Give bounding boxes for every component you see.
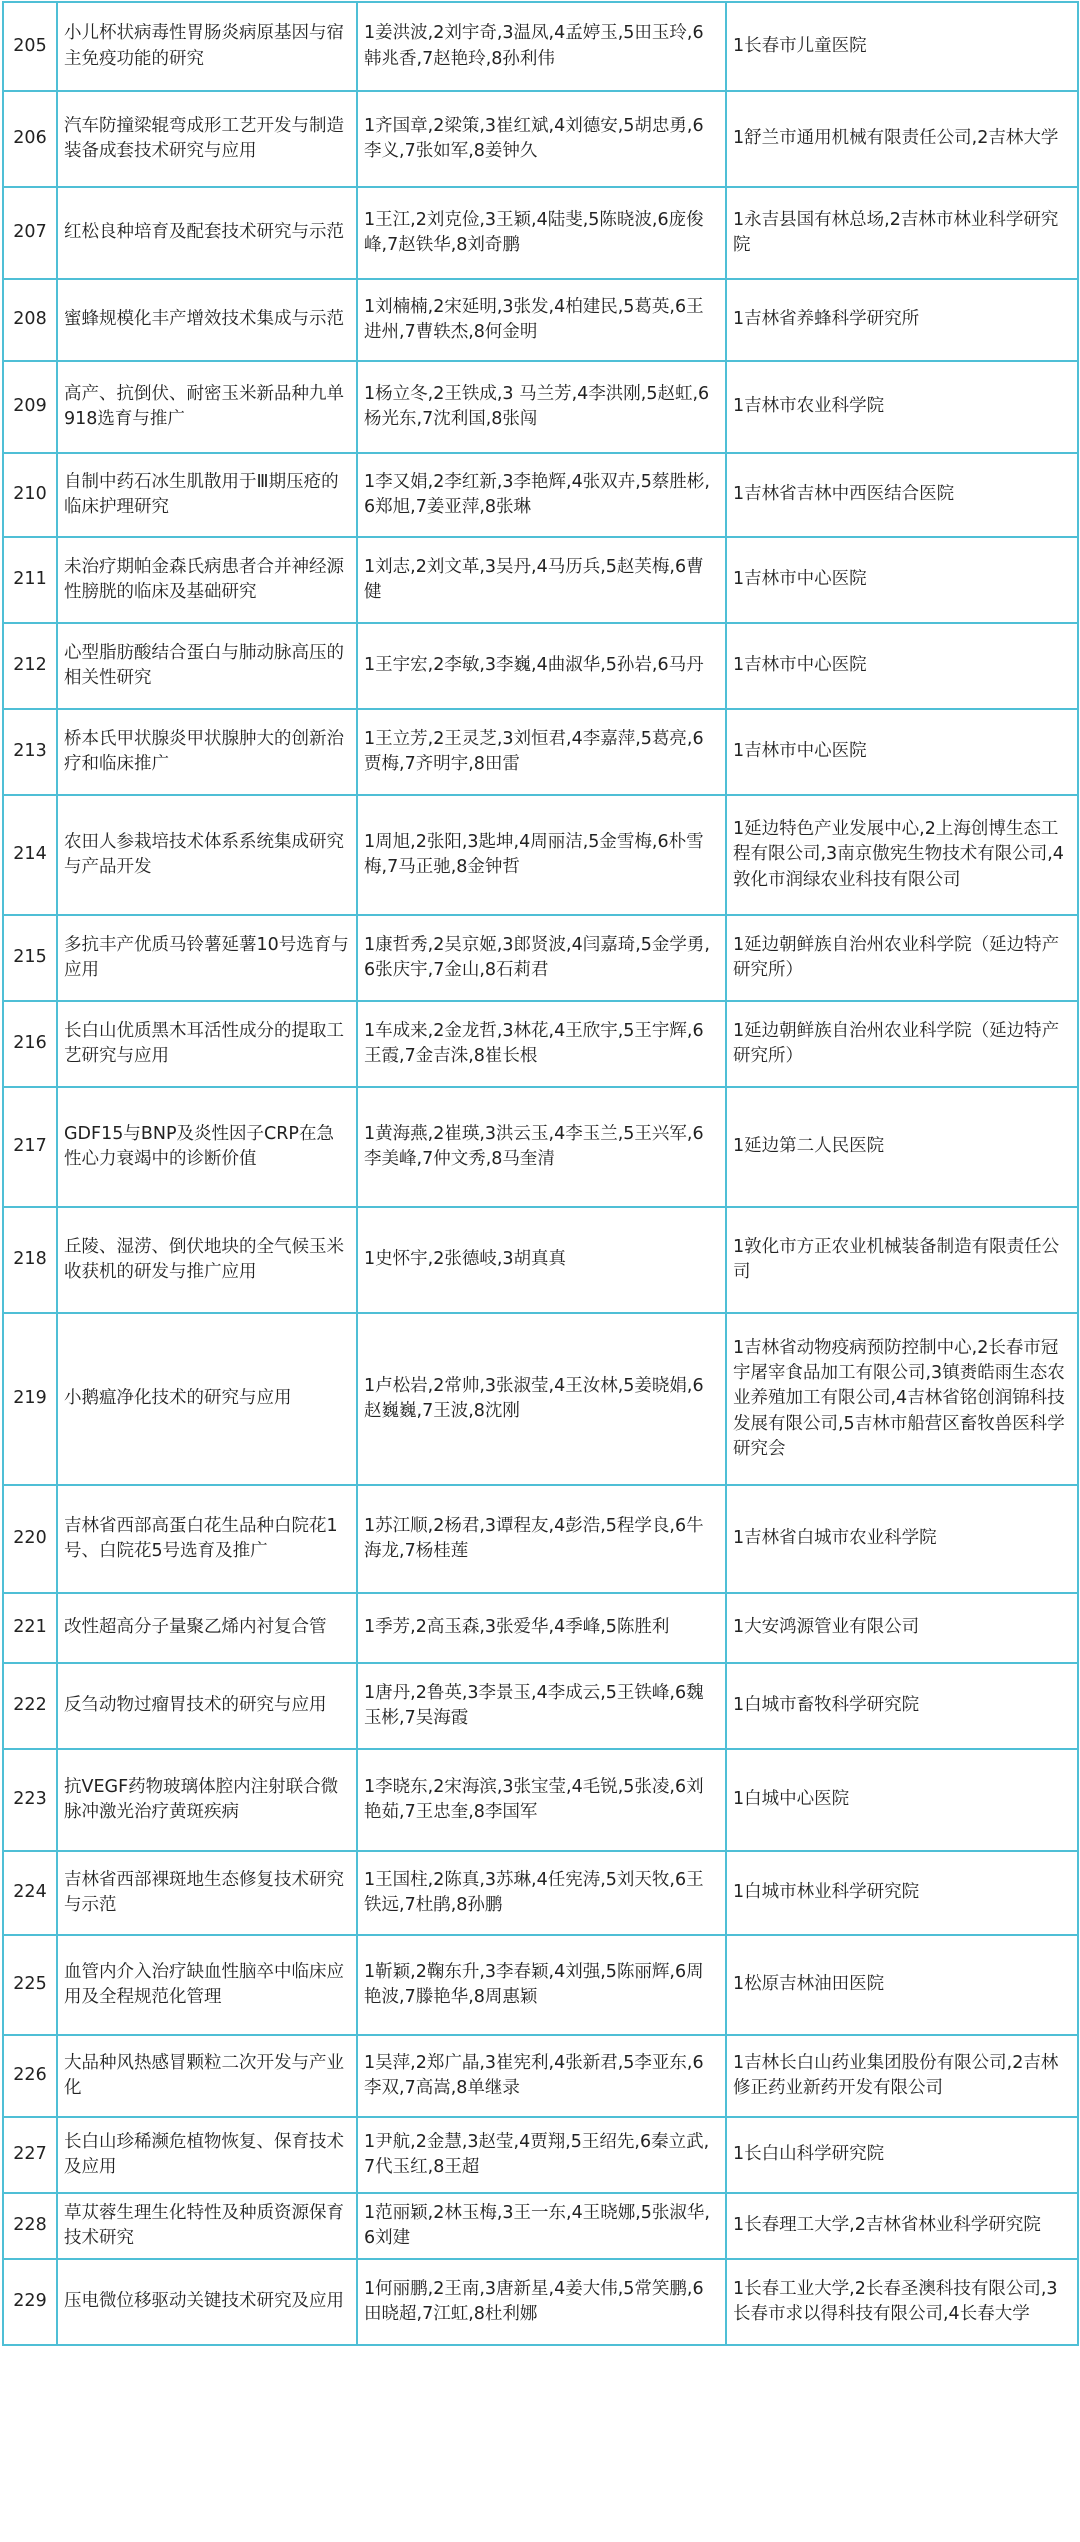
organizations: 1延边第二人民医院 [726,1087,1078,1207]
row-number: 224 [3,1851,57,1935]
project-title: 长白山珍稀濒危植物恢复、保育技术及应用 [57,2117,357,2193]
table-row [3,1593,1078,1663]
row-number: 213 [3,709,57,795]
contributors: 1尹航,2金慧,3赵莹,4贾翔,5王绍先,6秦立武,7代玉红,8王超 [357,2117,726,2193]
row-number: 205 [3,2,57,91]
row-number: 225 [3,1935,57,2035]
contributors: 1姜洪波,2刘宇奇,3温凤,4孟婷玉,5田玉玲,6韩兆香,7赵艳玲,8孙利伟 [357,2,726,91]
table-row [3,1851,1078,1935]
contributors: 1王国柱,2陈真,3苏琳,4任宪涛,5刘天牧,6王铁远,7杜鹃,8孙鹏 [357,1851,726,1935]
organizations: 1吉林市中心医院 [726,623,1078,709]
organizations: 1白城市畜牧科学研究院 [726,1663,1078,1749]
project-title: 小儿杯状病毒性胃肠炎病原基因与宿主免疫功能的研究 [57,2,357,91]
contributors: 1黄海燕,2崔瑛,3洪云玉,4李玉兰,5王兴军,6李美峰,7仲文秀,8马奎清 [357,1087,726,1207]
row-number: 220 [3,1485,57,1593]
contributors: 1史怀宇,2张德岐,3胡真真 [357,1207,726,1313]
table-row [3,1663,1078,1749]
row-number: 211 [3,537,57,623]
project-title: 多抗丰产优质马铃薯延薯10号选育与应用 [57,915,357,1001]
organizations: 1吉林省白城市农业科学院 [726,1485,1078,1593]
table-row [3,623,1078,709]
organizations: 1白城中心医院 [726,1749,1078,1851]
awards-table [2,1,1079,2346]
organizations: 1吉林市中心医院 [726,537,1078,623]
contributors: 1康哲秀,2吴京姬,3郎贤波,4闫嘉琦,5金学勇,6张庆宇,7金山,8石莉君 [357,915,726,1001]
organizations: 1松原吉林油田医院 [726,1935,1078,2035]
contributors: 1王江,2刘克俭,3王颖,4陆斐,5陈晓波,6庞俊峰,7赵铁华,8刘奇鹏 [357,187,726,279]
table-row [3,1087,1078,1207]
project-title: 大品种风热感冒颗粒二次开发与产业化 [57,2035,357,2117]
project-title: 草苁蓉生理生化特性及种质资源保育技术研究 [57,2193,357,2259]
project-title: 血管内介入治疗缺血性脑卒中临床应用及全程规范化管理 [57,1935,357,2035]
contributors: 1唐丹,2鲁英,3李景玉,4李成云,5王铁峰,6魏玉彬,7吴海霞 [357,1663,726,1749]
table-row [3,915,1078,1001]
project-title: 丘陵、湿涝、倒伏地块的全气候玉米收获机的研发与推广应用 [57,1207,357,1313]
contributors: 1何丽鹏,2王南,3唐新星,4姜大伟,5常笑鹏,6田晓超,7江虹,8杜利娜 [357,2259,726,2345]
organizations: 1吉林省动物疫病预防控制中心,2长春市冠宇屠宰食品加工有限公司,3镇赉皓雨生态农业养殖加工有限公司,4吉林省铭创润锦科技发展有限公司,5吉林市船营区畜牧兽医科学研究会 [726,1313,1078,1485]
contributors: 1卢松岩,2常帅,3张淑莹,4王汝林,5姜晓娟,6赵巍巍,7王波,8沈刚 [357,1313,726,1485]
contributors: 1范丽颖,2林玉梅,3王一东,4王晓娜,5张淑华,6刘建 [357,2193,726,2259]
contributors: 1靳颖,2鞠东升,3李春颖,4刘强,5陈丽辉,6周艳波,7滕艳华,8周惠颖 [357,1935,726,2035]
organizations: 1吉林长白山药业集团股份有限公司,2吉林修正药业新药开发有限公司 [726,2035,1078,2117]
contributors: 1苏江顺,2杨君,3谭程友,4彭浩,5程学良,6牛海龙,7杨桂莲 [357,1485,726,1593]
table-row [3,709,1078,795]
table-row [3,2193,1078,2259]
row-number: 216 [3,1001,57,1087]
contributors: 1刘楠楠,2宋延明,3张发,4柏建民,5葛英,6王进州,7曹轶杰,8何金明 [357,279,726,361]
table-row [3,2117,1078,2193]
row-number: 206 [3,91,57,187]
organizations: 1延边特色产业发展中心,2上海创博生态工程有限公司,3南京傲宪生物技术有限公司,4敦化市润绿农业科技有限公司 [726,795,1078,915]
contributors: 1季芳,2高玉森,3张爱华,4季峰,5陈胜利 [357,1593,726,1663]
project-title: 红松良种培育及配套技术研究与示范 [57,187,357,279]
project-title: 长白山优质黑木耳活性成分的提取工艺研究与应用 [57,1001,357,1087]
project-title: 吉林省西部高蛋白花生品种白院花1号、白院花5号选育及推广 [57,1485,357,1593]
organizations: 1吉林市中心医院 [726,709,1078,795]
organizations: 1长白山科学研究院 [726,2117,1078,2193]
organizations: 1长春理工大学,2吉林省林业科学研究院 [726,2193,1078,2259]
project-title: 汽车防撞梁辊弯成形工艺开发与制造装备成套技术研究与应用 [57,91,357,187]
organizations: 1延边朝鲜族自治州农业科学院（延边特产研究所） [726,915,1078,1001]
table-row [3,795,1078,915]
table-row [3,279,1078,361]
project-title: 未治疗期帕金森氏病患者合并神经源性膀胱的临床及基础研究 [57,537,357,623]
table-row [3,91,1078,187]
table-row [3,361,1078,453]
organizations: 1吉林省养蜂科学研究所 [726,279,1078,361]
contributors: 1杨立冬,2王铁成,3 马兰芳,4李洪刚,5赵虹,6杨光东,7沈利国,8张闯 [357,361,726,453]
organizations: 1长春市儿童医院 [726,2,1078,91]
project-title: 改性超高分子量聚乙烯内衬复合管 [57,1593,357,1663]
contributors: 1刘志,2刘文革,3吴丹,4马历兵,5赵芙梅,6曹健 [357,537,726,623]
contributors: 1吴萍,2郑广晶,3崔宪利,4张新君,5李亚东,6李双,7高嵩,8单继录 [357,2035,726,2117]
project-title: 桥本氏甲状腺炎甲状腺肿大的创新治疗和临床推广 [57,709,357,795]
awards-table-body [3,2,1078,2345]
table-row [3,1485,1078,1593]
project-title: 抗VEGF药物玻璃体腔内注射联合微脉冲激光治疗黄斑疾病 [57,1749,357,1851]
organizations: 1吉林省吉林中西医结合医院 [726,453,1078,537]
row-number: 210 [3,453,57,537]
table-row [3,2035,1078,2117]
organizations: 1白城市林业科学研究院 [726,1851,1078,1935]
table-row [3,537,1078,623]
table-row [3,187,1078,279]
row-number: 226 [3,2035,57,2117]
project-title: 蜜蜂规模化丰产增效技术集成与示范 [57,279,357,361]
table-row [3,1001,1078,1087]
project-title: 压电微位移驱动关键技术研究及应用 [57,2259,357,2345]
organizations: 1延边朝鲜族自治州农业科学院（延边特产研究所） [726,1001,1078,1087]
row-number: 229 [3,2259,57,2345]
organizations: 1永吉县国有林总场,2吉林市林业科学研究院 [726,187,1078,279]
table-row [3,1749,1078,1851]
organizations: 1吉林市农业科学院 [726,361,1078,453]
row-number: 221 [3,1593,57,1663]
contributors: 1王立芳,2王灵芝,3刘恒君,4李嘉萍,5葛亮,6贾梅,7齐明宇,8田雷 [357,709,726,795]
row-number: 227 [3,2117,57,2193]
contributors: 1李又娟,2李红新,3李艳辉,4张双卉,5蔡胜彬,6郑旭,7姜亚萍,8张琳 [357,453,726,537]
contributors: 1王宇宏,2李敏,3李巍,4曲淑华,5孙岩,6马丹 [357,623,726,709]
project-title: 吉林省西部裸斑地生态修复技术研究与示范 [57,1851,357,1935]
organizations: 1长春工业大学,2长春圣澳科技有限公司,3长春市求以得科技有限公司,4长春大学 [726,2259,1078,2345]
contributors: 1齐国章,2梁策,3崔红斌,4刘德安,5胡忠勇,6李义,7张如军,8姜钟久 [357,91,726,187]
row-number: 215 [3,915,57,1001]
project-title: 小鹅瘟净化技术的研究与应用 [57,1313,357,1485]
table-row [3,1207,1078,1313]
table-row [3,2,1078,91]
table-row [3,1935,1078,2035]
contributors: 1周旭,2张阳,3匙坤,4周丽洁,5金雪梅,6朴雪梅,7马正驰,8金钟哲 [357,795,726,915]
row-number: 209 [3,361,57,453]
project-title: GDF15与BNP及炎性因子CRP在急性心力衰竭中的诊断价值 [57,1087,357,1207]
row-number: 223 [3,1749,57,1851]
row-number: 228 [3,2193,57,2259]
row-number: 212 [3,623,57,709]
contributors: 1李晓东,2宋海滨,3张宝莹,4毛锐,5张凌,6刘艳茹,7王忠奎,8李国军 [357,1749,726,1851]
table-row [3,2259,1078,2345]
row-number: 208 [3,279,57,361]
row-number: 217 [3,1087,57,1207]
project-title: 反刍动物过瘤胃技术的研究与应用 [57,1663,357,1749]
row-number: 218 [3,1207,57,1313]
table-row [3,453,1078,537]
organizations: 1敦化市方正农业机械装备制造有限责任公司 [726,1207,1078,1313]
project-title: 农田人参栽培技术体系系统集成研究与产品开发 [57,795,357,915]
project-title: 自制中药石冰生肌散用于Ⅲ期压疮的临床护理研究 [57,453,357,537]
row-number: 222 [3,1663,57,1749]
project-title: 高产、抗倒伏、耐密玉米新品种九单918选育与推广 [57,361,357,453]
organizations: 1大安鸿源管业有限公司 [726,1593,1078,1663]
project-title: 心型脂肪酸结合蛋白与肺动脉高压的相关性研究 [57,623,357,709]
row-number: 207 [3,187,57,279]
row-number: 214 [3,795,57,915]
table-row [3,1313,1078,1485]
contributors: 1车成来,2金龙哲,3林花,4王欣宇,5王宇辉,6王霞,7金吉洙,8崔长根 [357,1001,726,1087]
row-number: 219 [3,1313,57,1485]
organizations: 1舒兰市通用机械有限责任公司,2吉林大学 [726,91,1078,187]
